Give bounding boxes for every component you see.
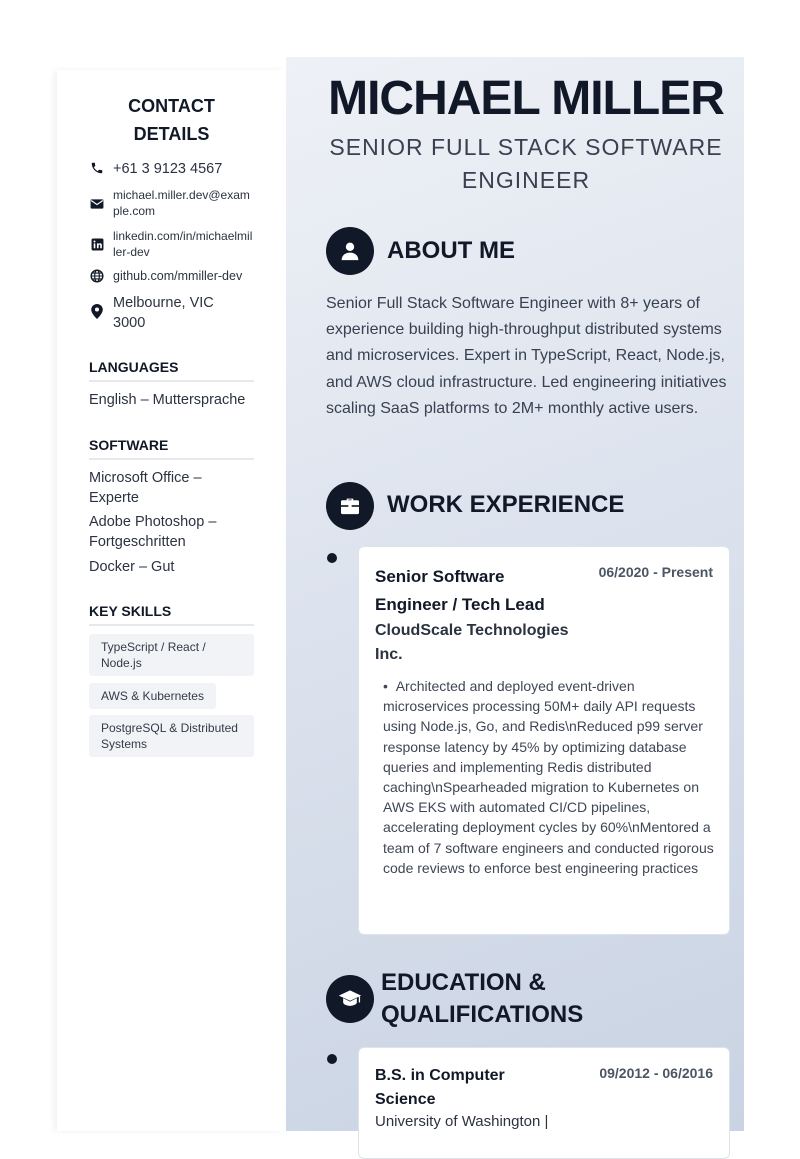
linkedin-icon [89, 236, 105, 252]
skill-tag: PostgreSQL & Distributed Systems [89, 715, 254, 757]
job-company: CloudScale Technologies Inc. [375, 622, 569, 663]
globe-icon [89, 268, 105, 284]
school-name: University of Washington | [375, 1113, 549, 1130]
about-text: Senior Full Stack Software Engineer with 8+ years of experience building high-throughput distributed systems and microservices. Expert in TypeScript, React, Node.js, and AWS cloud infrastructure. Led engineering initiatives scaling SaaS platforms to 2M+ monthly active users. [326, 295, 727, 417]
contact-github[interactable] [89, 268, 259, 284]
job-role: Senior Software Engineer / Tech Lead [375, 567, 545, 614]
degree-title: B.S. in Computer Science [375, 1067, 505, 1108]
about-heading: ABOUT ME [387, 237, 515, 264]
contact-linkedin[interactable] [89, 228, 259, 260]
skill-tag: TypeScript / React / Node.js [89, 634, 254, 676]
phone-text: +61 3 9123 4567 [113, 161, 223, 177]
about-section-icon [326, 227, 374, 275]
experience-card [358, 546, 730, 935]
email-icon [89, 196, 105, 212]
contact-email[interactable] [89, 187, 259, 219]
contact-phone [89, 160, 259, 178]
education-section-icon [326, 975, 374, 1023]
skill-tag: AWS & Kubernetes [89, 683, 216, 709]
job-bullet-text: Architected and deployed event-driven microservices processing 50M+ daily API requests using Node.js, Go, and Redis\nReduced p99 server response latency by 45% by optimizing database queries and implementing Redis distributed caching\nSpearheaded migration to Kubernetes on AWS EKS with automated CI/CD pipelines, accelerating deployment cycles by 60%\nMentored a team of 7 software engineers and conducted rigorous code reviews to enforce best engineering practices [383, 678, 714, 876]
sidebar [57, 70, 285, 1131]
software-item: Docker – Gut [89, 559, 175, 575]
main-panel [286, 57, 744, 1131]
experience-heading: WORK EXPERIENCE [387, 491, 625, 518]
bullet-marker: • [383, 678, 396, 694]
phone-icon [89, 160, 105, 176]
candidate-name: MICHAEL MILLER [328, 72, 724, 125]
software-item: Microsoft Office – Experte [89, 470, 202, 506]
contact-details-heading: CONTACT DETAILS [128, 96, 215, 144]
location-text: Melbourne, VIC 3000 [113, 295, 214, 331]
user-icon [340, 241, 360, 261]
education-card [358, 1047, 730, 1159]
languages-heading: LANGUAGES [89, 359, 254, 382]
software-heading: SOFTWARE [89, 437, 254, 460]
education-date: 09/2012 - 06/2016 [599, 1065, 713, 1081]
github-text[interactable]: github.com/mmiller-dev [113, 269, 243, 283]
timeline-dot [327, 553, 337, 563]
contact-location [89, 293, 259, 333]
language-item: English – Muttersprache [89, 392, 246, 408]
graduation-cap-icon [338, 989, 362, 1009]
job-date: 06/2020 - Present [598, 564, 713, 580]
software-item: Adobe Photoshop – Fortgeschritten [89, 514, 217, 550]
candidate-title: SENIOR FULL STACK SOFTWARE ENGINEER [329, 134, 723, 193]
location-pin-icon [89, 303, 105, 319]
timeline-dot [327, 1054, 337, 1064]
job-bullet [383, 676, 718, 878]
email-text[interactable]: michael.miller.dev@example.com [113, 188, 250, 218]
briefcase-icon [340, 497, 360, 515]
experience-section-icon [326, 482, 374, 530]
linkedin-text[interactable]: linkedin.com/in/michaelmiller-dev [113, 229, 253, 259]
key-skills-heading: KEY SKILLS [89, 603, 254, 626]
education-heading: EDUCATION & QUALIFICATIONS [381, 969, 584, 1028]
